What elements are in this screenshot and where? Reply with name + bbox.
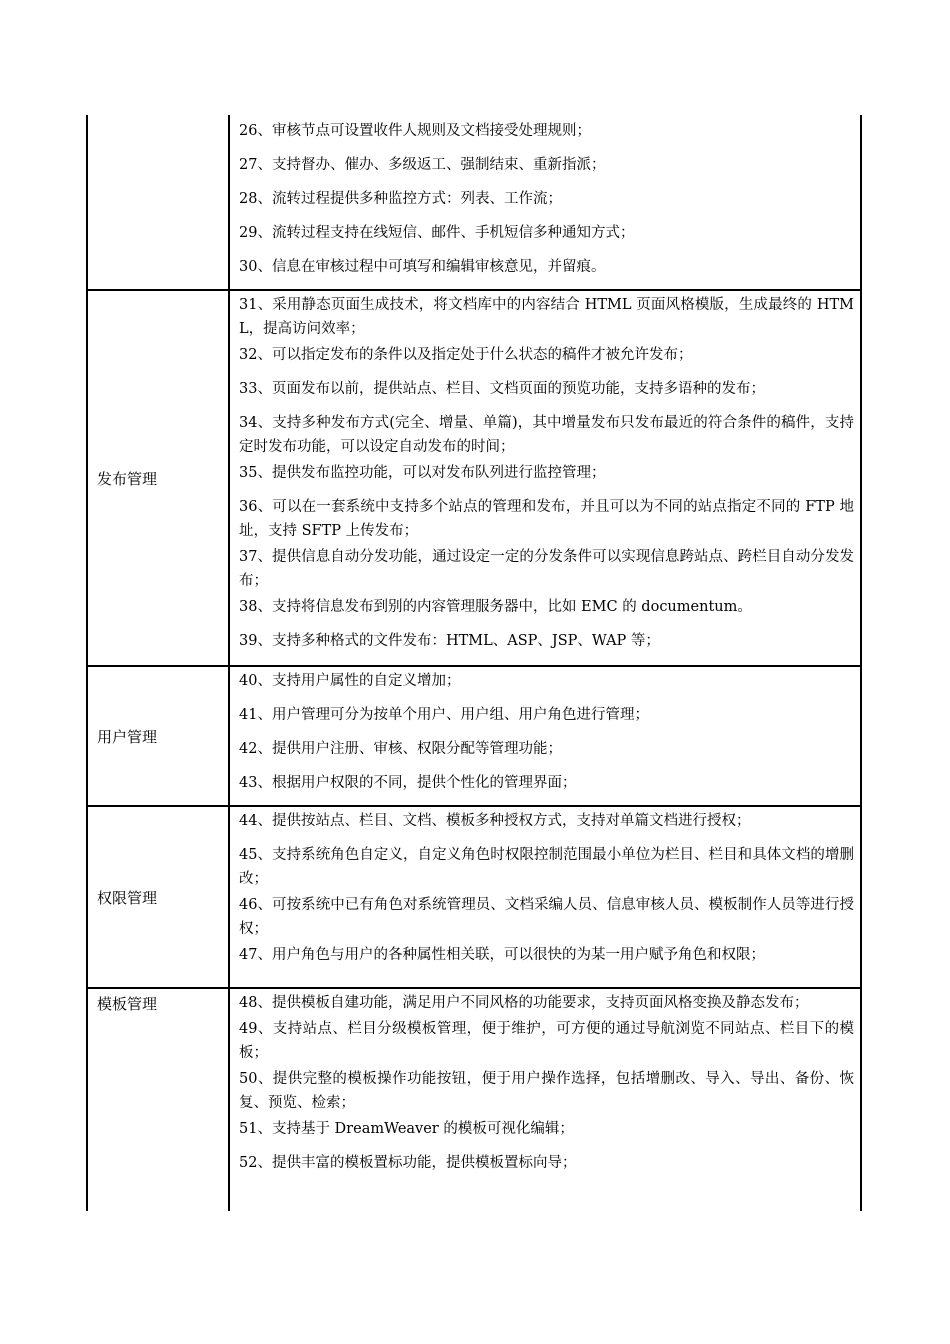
category-cell: [87, 115, 229, 290]
category-cell: [87, 988, 229, 1211]
list-item: 33、页面发布以前，提供站点、栏目、文档页面的预览功能，支持多语种的发布；: [239, 381, 765, 397]
category-label: 模板管理: [97, 995, 158, 1013]
list-item: 43、根据用户权限的不同，提供个性化的管理界面；: [239, 775, 577, 791]
section-row-users: [87, 666, 861, 806]
list-item: 50、提供完整的模板操作功能按钮，便于用户操作选择，包括增删改、导入、导出、备份、恢复、预览、检索；: [239, 1071, 854, 1111]
list-item: 51、支持基于 DreamWeaver 的模板可视化编辑；: [239, 1121, 574, 1137]
items-cell: [229, 666, 861, 806]
list-item: 31、采用静态页面生成技术，将文档库中的内容结合 HTML 页面风格模版，生成最终的 HTML，提高访问效率；: [239, 297, 854, 337]
category-cell: [87, 806, 229, 988]
list-item: 41、用户管理可分为按单个用户、用户组、用户角色进行管理；: [239, 707, 649, 723]
section-row-publish: [87, 290, 861, 666]
list-item: 39、支持多种格式的文件发布：HTML、ASP、JSP、WAP 等；: [239, 633, 660, 649]
list-item: 29、流转过程支持在线短信、邮件、手机短信多种通知方式；: [239, 225, 635, 241]
items-cell: [229, 115, 861, 290]
list-item: 38、支持将信息发布到别的内容管理服务器中，比如 EMC 的 documentum。: [239, 599, 752, 615]
list-item: 30、信息在审核过程中可填写和编辑审核意见，并留痕。: [239, 259, 606, 275]
list-item: 40、支持用户属性的自定义增加；: [239, 673, 461, 689]
category-cell: [87, 666, 229, 806]
items-cell: [229, 988, 861, 1211]
items-cell: [229, 806, 861, 988]
category-label: 权限管理: [97, 888, 158, 907]
list-item: 32、可以指定发布的条件以及指定处于什么状态的稿件才被允许发布；: [239, 347, 693, 363]
items-cell: [229, 290, 861, 666]
list-item: 35、提供发布监控功能，可以对发布队列进行监控管理；: [239, 465, 606, 481]
section-row-permissions: [87, 806, 861, 988]
list-item: 52、提供丰富的模板置标功能，提供模板置标向导；: [239, 1155, 577, 1171]
list-item: 44、提供按站点、栏目、文档、模板多种授权方式，支持对单篇文档进行授权；: [239, 813, 751, 829]
list-item: 42、提供用户注册、审核、权限分配等管理功能；: [239, 741, 562, 757]
list-item: 48、提供模板自建功能，满足用户不同风格的功能要求，支持页面风格变换及静态发布；: [239, 995, 809, 1011]
list-item: 36、可以在一套系统中支持多个站点的管理和发布，并且可以为不同的站点指定不同的 FTP 地址，支持 SFTP 上传发布；: [239, 499, 854, 539]
section-row-templates: [87, 988, 861, 1211]
list-item: 37、提供信息自动分发功能，通过设定一定的分发条件可以实现信息跨站点、跨栏目自动分发发布；: [239, 549, 854, 589]
list-item: 49、支持站点、栏目分级模板管理，便于维护，可方便的通过导航浏览不同站点、栏目下的模板；: [239, 1021, 854, 1061]
list-item: 34、支持多种发布方式(完全、增量、单篇)，其中增量发布只发布最近的符合条件的稿件，支持定时发布功能，可以设定自动发布的时间；: [239, 415, 854, 455]
list-item: 46、可按系统中已有角色对系统管理员、文档采编人员、信息审核人员、模板制作人员等进行授权；: [239, 897, 854, 937]
requirements-table: [86, 115, 862, 1211]
category-label: 用户管理: [97, 727, 158, 746]
list-item: 47、用户角色与用户的各种属性相关联，可以很快的为某一用户赋予角色和权限；: [239, 947, 765, 963]
category-cell: [87, 290, 229, 666]
category-label: 发布管理: [97, 469, 158, 488]
list-item: 27、支持督办、催办、多级返工、强制结束、重新指派；: [239, 157, 606, 173]
list-item: 45、支持系统角色自定义，自定义角色时权限控制范围最小单位为栏目、栏目和具体文档的增删改；: [239, 847, 854, 887]
section-row-workflow: [87, 115, 861, 290]
list-item: 28、流转过程提供多种监控方式：列表、工作流；: [239, 191, 562, 207]
list-item: 26、审核节点可设置收件人规则及文档接受处理规则；: [239, 123, 591, 139]
